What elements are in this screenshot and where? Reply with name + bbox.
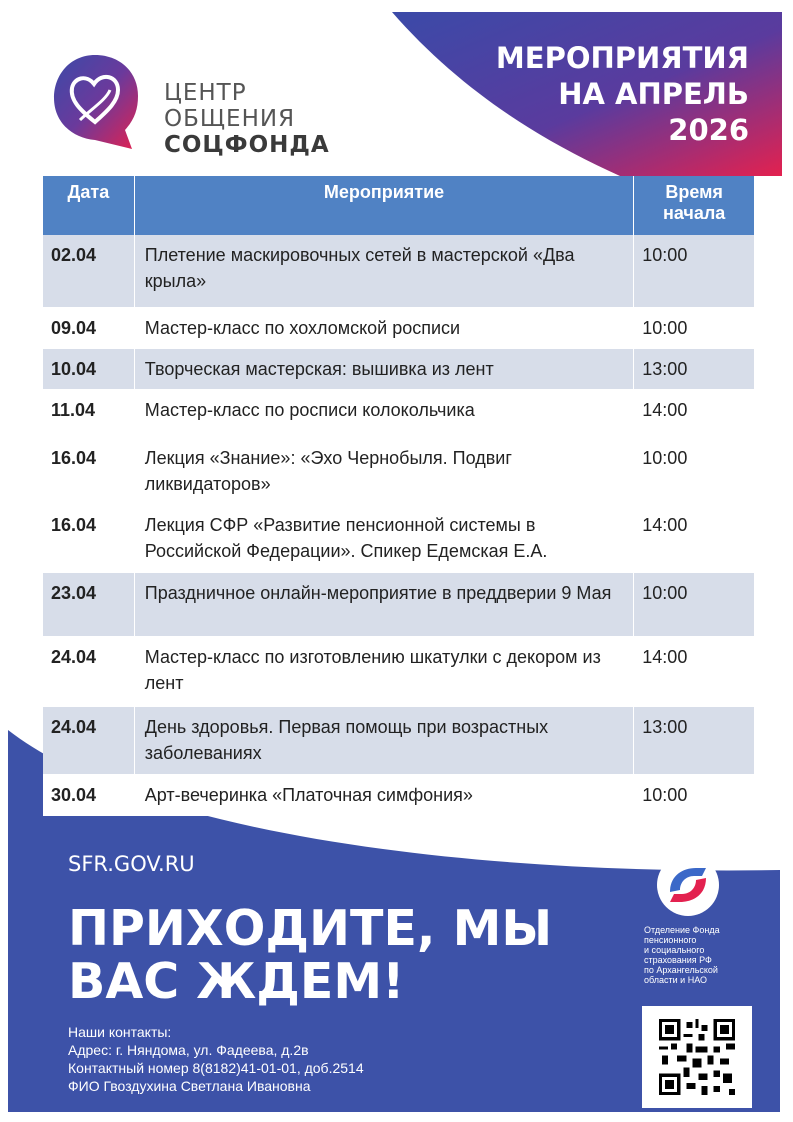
table-row [43, 348, 755, 389]
row-date: 30.04 [43, 774, 134, 815]
header-time: Время начала [634, 176, 755, 235]
row-event: День здоровья. Первая помощь при возрастных заболеваниях [134, 706, 634, 774]
row-date: 10.04 [43, 348, 134, 389]
sfr-line: Отделение Фонда [644, 925, 720, 935]
row-event: Плетение маскировочных сетей в мастерской «Два крыла» [134, 235, 634, 307]
table-row [43, 636, 755, 706]
qr-code-icon[interactable] [659, 1019, 735, 1095]
row-date: 16.04 [43, 504, 134, 572]
sfr-line: области и НАО [644, 975, 707, 985]
row-event: Лекция СФР «Развитие пенсионной системы в Российской Федерации». Спикер Едемская Е.А. [134, 504, 634, 572]
contacts-phone: Контактный номер 8(8182)41-01-01, доб.2514 [68, 1060, 364, 1076]
events-table [43, 176, 755, 816]
table-header-row [43, 176, 755, 235]
page-title [496, 40, 749, 148]
title-line1: МЕРОПРИЯТИЯ [495, 41, 749, 75]
sfr-line: страхования РФ [644, 955, 712, 965]
sfr-line: по Архангельской [644, 965, 718, 975]
sfr-line: пенсионного [644, 935, 697, 945]
title-line2: НА АПРЕЛЬ [558, 77, 749, 111]
row-event: Мастер-класс по хохломской росписи [134, 307, 634, 348]
row-date: 16.04 [43, 437, 134, 504]
row-date: 24.04 [43, 706, 134, 774]
header-date: Дата [43, 176, 134, 235]
row-event: Арт-вечеринка «Платочная симфония» [134, 774, 634, 815]
row-time: 14:00 [634, 504, 755, 572]
row-time: 10:00 [634, 437, 755, 504]
header-event: Мероприятие [134, 176, 634, 235]
row-time: 10:00 [634, 774, 755, 815]
row-time: 13:00 [634, 348, 755, 389]
table-row [43, 307, 755, 348]
contacts-person: ФИО Гвоздухина Светлана Ивановна [68, 1078, 311, 1094]
slogan-line1: ПРИХОДИТЕ, МЫ [68, 900, 553, 957]
contacts-address: Адрес: г. Няндома, ул. Фадеева, д.2в [68, 1042, 309, 1058]
row-event: Праздничное онлайн-мероприятие в преддверии 9 Мая [134, 572, 634, 636]
table-row [43, 572, 755, 636]
row-date: 11.04 [43, 389, 134, 437]
website-link[interactable]: SFR.GOV.RU [68, 852, 195, 876]
row-time: 10:00 [634, 307, 755, 348]
sfr-line: и социального [644, 945, 705, 955]
row-time: 10:00 [634, 572, 755, 636]
table-row [43, 706, 755, 774]
row-time: 14:00 [634, 389, 755, 437]
logo-line3: СОЦФОНДА [164, 132, 330, 158]
table-row [43, 774, 755, 815]
sfr-org-text [644, 925, 744, 985]
row-event: Творческая мастерская: вышивка из лент [134, 348, 634, 389]
heart-logo-icon [50, 50, 140, 150]
contacts-title: Наши контакты: [68, 1024, 172, 1040]
logo-text [164, 80, 330, 158]
title-line3: 2026 [668, 113, 749, 147]
row-date: 24.04 [43, 636, 134, 706]
logo-line1: ЦЕНТР [164, 80, 247, 106]
row-event: Лекция «Знание»: «Эхо Чернобыля. Подвиг ликвидаторов» [134, 437, 634, 504]
sfr-logo-icon [642, 852, 734, 918]
table-row [43, 437, 755, 504]
row-event: Мастер-класс по изготовлению шкатулки с декором из лент [134, 636, 634, 706]
contacts-block [68, 1023, 364, 1095]
row-date: 09.04 [43, 307, 134, 348]
slogan-line2: ВАС ЖДЕМ! [68, 953, 405, 1010]
slogan [68, 902, 552, 1008]
row-time: 13:00 [634, 706, 755, 774]
row-event: Мастер-класс по росписи колокольчика [134, 389, 634, 437]
table-row [43, 504, 755, 572]
row-date: 23.04 [43, 572, 134, 636]
table-row [43, 389, 755, 437]
row-time: 14:00 [634, 636, 755, 706]
row-date: 02.04 [43, 235, 134, 307]
logo-line2: ОБЩЕНИЯ [164, 106, 296, 132]
table-row [43, 235, 755, 307]
row-time: 10:00 [634, 235, 755, 307]
qr-code-box [642, 1006, 752, 1108]
